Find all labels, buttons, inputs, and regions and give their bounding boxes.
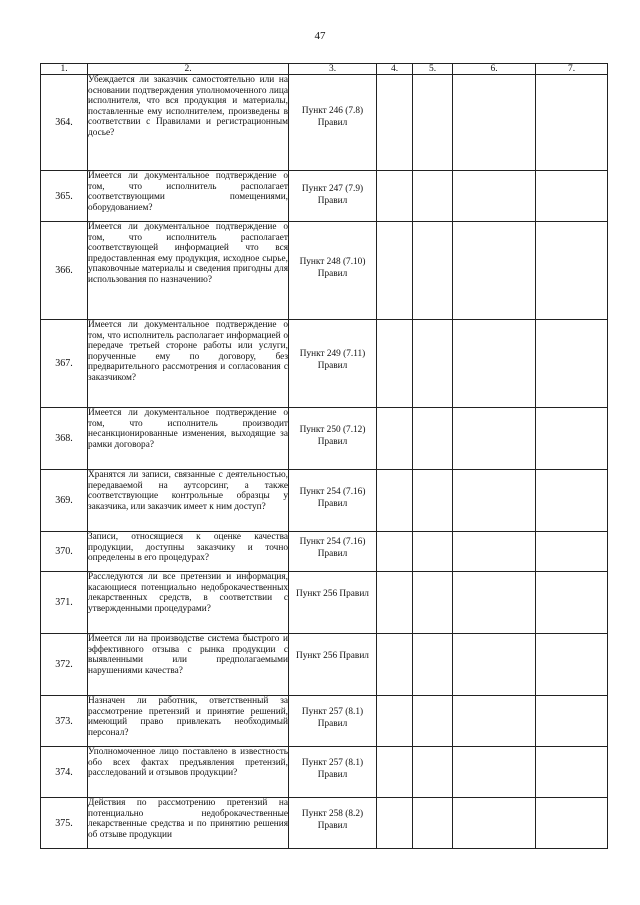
- cell-col4: [377, 634, 413, 696]
- row-number: 370.: [41, 532, 88, 572]
- cell-col7: [536, 222, 608, 320]
- row-question: Имеется ли на производстве система быстрого и эффективного отзыва с рынка продукции с выявленными или предполагаемыми нарушениями качества?: [88, 634, 289, 696]
- column-header: 7.: [536, 64, 608, 75]
- cell-col7: [536, 798, 608, 849]
- cell-col6: [453, 75, 536, 171]
- row-number: 369.: [41, 470, 88, 532]
- cell-col4: [377, 532, 413, 572]
- cell-col5: [413, 696, 453, 747]
- cell-col6: [453, 798, 536, 849]
- column-header: 6.: [453, 64, 536, 75]
- cell-col6: [453, 747, 536, 798]
- cell-col4: [377, 171, 413, 222]
- cell-col5: [413, 747, 453, 798]
- row-question: Действия по рассмотрению претензий на потенциально недоброкачественные лекарственные средства и по принятию решения об отзыве продукции: [88, 798, 289, 849]
- cell-col6: [453, 634, 536, 696]
- column-header: 4.: [377, 64, 413, 75]
- cell-col7: [536, 171, 608, 222]
- row-question: Имеется ли документальное подтверждение о том, что исполнитель производит несанкционированные изменения, выходящие за рамки договора?: [88, 408, 289, 470]
- cell-col7: [536, 696, 608, 747]
- row-number: 365.: [41, 171, 88, 222]
- row-reference: Пункт 256 Правил: [289, 572, 377, 634]
- checklist-table: [40, 63, 608, 849]
- cell-col4: [377, 572, 413, 634]
- cell-col5: [413, 408, 453, 470]
- row-reference: Пункт 258 (8.2) Правил: [289, 798, 377, 849]
- cell-col7: [536, 634, 608, 696]
- cell-col7: [536, 532, 608, 572]
- cell-col7: [536, 572, 608, 634]
- table-row: [41, 320, 608, 408]
- table-row: [41, 798, 608, 849]
- cell-col6: [453, 320, 536, 408]
- row-number: 366.: [41, 222, 88, 320]
- cell-col6: [453, 222, 536, 320]
- row-reference: Пункт 249 (7.11) Правил: [289, 320, 377, 408]
- cell-col4: [377, 747, 413, 798]
- cell-col7: [536, 747, 608, 798]
- cell-col6: [453, 572, 536, 634]
- cell-col7: [536, 470, 608, 532]
- row-question: Имеется ли документальное подтверждение о том, что исполнитель располагает соответствующей информацией что вся предоставленная ему продукция, исходное сырье, упаковочные материалы и сведения пригодны для использования по назначению?: [88, 222, 289, 320]
- row-reference: Пункт 254 (7.16) Правил: [289, 470, 377, 532]
- cell-col5: [413, 171, 453, 222]
- cell-col6: [453, 408, 536, 470]
- column-header: 1.: [41, 64, 88, 75]
- cell-col7: [536, 320, 608, 408]
- row-question: Убеждается ли заказчик самостоятельно или на основании подтверждения уполномоченного лица исполнителя, что вся продукция и материалы, поставленные ему исполнителем, произведены в соответствии с Правилами и регистрационным досье?: [88, 75, 289, 171]
- row-number: 374.: [41, 747, 88, 798]
- cell-col6: [453, 171, 536, 222]
- row-reference: Пункт 254 (7.16) Правил: [289, 532, 377, 572]
- cell-col7: [536, 75, 608, 171]
- row-reference: Пункт 248 (7.10) Правил: [289, 222, 377, 320]
- cell-col6: [453, 470, 536, 532]
- row-reference: Пункт 250 (7.12) Правил: [289, 408, 377, 470]
- table-row: [41, 75, 608, 171]
- cell-col5: [413, 75, 453, 171]
- cell-col5: [413, 572, 453, 634]
- table-row: [41, 696, 608, 747]
- cell-col4: [377, 75, 413, 171]
- table-row: [41, 747, 608, 798]
- column-header: 5.: [413, 64, 453, 75]
- table-row: [41, 470, 608, 532]
- row-question: Записи, относящиеся к оценке качества продукции, доступны заказчику и точно определены в его процедурах?: [88, 532, 289, 572]
- cell-col4: [377, 222, 413, 320]
- row-number: 373.: [41, 696, 88, 747]
- table-row: [41, 408, 608, 470]
- table-row: [41, 634, 608, 696]
- table-row: [41, 222, 608, 320]
- cell-col5: [413, 320, 453, 408]
- cell-col5: [413, 470, 453, 532]
- row-reference: Пункт 256 Правил: [289, 634, 377, 696]
- row-question: Назначен ли работник, ответственный за рассмотрение претензий и принятие решений, имеющий право привлекать необходимый персонал?: [88, 696, 289, 747]
- column-header: 2.: [88, 64, 289, 75]
- row-reference: Пункт 247 (7.9) Правил: [289, 171, 377, 222]
- header-row: [41, 64, 608, 75]
- cell-col4: [377, 320, 413, 408]
- page-number: 47: [314, 30, 326, 42]
- cell-col4: [377, 696, 413, 747]
- cell-col4: [377, 470, 413, 532]
- table-row: [41, 532, 608, 572]
- cell-col6: [453, 532, 536, 572]
- row-number: 364.: [41, 75, 88, 171]
- row-number: 367.: [41, 320, 88, 408]
- cell-col5: [413, 222, 453, 320]
- cell-col7: [536, 408, 608, 470]
- cell-col6: [453, 696, 536, 747]
- table-row: [41, 572, 608, 634]
- cell-col5: [413, 798, 453, 849]
- table-row: [41, 171, 608, 222]
- row-number: 368.: [41, 408, 88, 470]
- row-reference: Пункт 257 (8.1) Правил: [289, 696, 377, 747]
- row-question: Хранятся ли записи, связанные с деятельностью, передаваемой на аутсорсинг, а также соответствующие контрольные образцы у заказчика, или заказчик имеет к ним доступ?: [88, 470, 289, 532]
- row-question: Имеется ли документальное подтверждение о том, что исполнитель располагает информацией о передаче третьей стороне работы или услуги, порученные ему по договору, без предварительного рассмотрения и согласования с заказчиком?: [88, 320, 289, 408]
- row-question: Имеется ли документальное подтверждение о том, что исполнитель располагает соответствующими помещениями, оборудованием?: [88, 171, 289, 222]
- column-header: 3.: [289, 64, 377, 75]
- row-number: 372.: [41, 634, 88, 696]
- row-reference: Пункт 257 (8.1) Правил: [289, 747, 377, 798]
- cell-col5: [413, 634, 453, 696]
- cell-col5: [413, 532, 453, 572]
- row-question: Расследуются ли все претензии и информация, касающиеся потенциально недоброкачественных лекарственных средств, в соответствии с утвержденными процедурами?: [88, 572, 289, 634]
- row-reference: Пункт 246 (7.8) Правил: [289, 75, 377, 171]
- cell-col4: [377, 408, 413, 470]
- row-number: 375.: [41, 798, 88, 849]
- row-question: Уполномоченное лицо поставлено в известность обо всех фактах предъявления претензий, расследований и отзывов продукции?: [88, 747, 289, 798]
- cell-col4: [377, 798, 413, 849]
- row-number: 371.: [41, 572, 88, 634]
